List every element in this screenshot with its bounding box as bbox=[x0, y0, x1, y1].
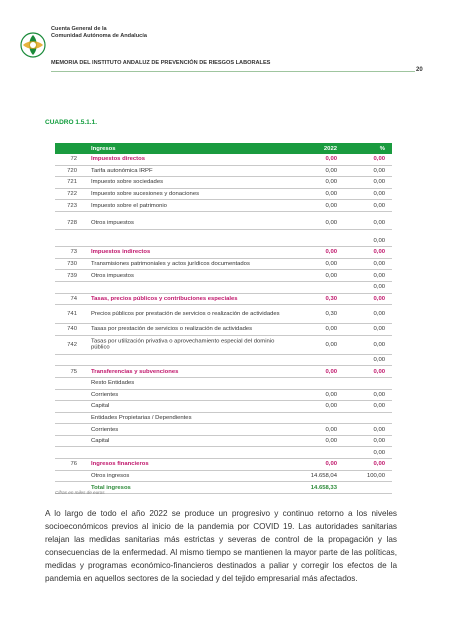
row-percent: 0,00 bbox=[373, 356, 385, 363]
row-code: 76 bbox=[70, 461, 77, 468]
table-row bbox=[55, 471, 392, 483]
row-percent: 0,00 bbox=[373, 156, 385, 163]
table-row bbox=[55, 390, 392, 402]
row-code: 722 bbox=[67, 190, 77, 197]
row-description: Precios públicos por prestación de servicios o realización de actividades bbox=[91, 310, 280, 317]
row-percent: 0,00 bbox=[373, 341, 385, 348]
row-percent: 0,00 bbox=[373, 310, 385, 317]
row-value-2022: 0,00 bbox=[325, 190, 337, 197]
row-description: Transmisiones patrimoniales y actos jurídicos documentados bbox=[91, 260, 250, 267]
table-row bbox=[55, 447, 392, 459]
row-percent: 0,00 bbox=[373, 391, 385, 398]
row-percent: 0,00 bbox=[373, 426, 385, 433]
table-row bbox=[55, 200, 392, 212]
row-description: Tasas por utilización privativa o aprovechamiento especial del dominio público bbox=[91, 338, 275, 351]
row-percent: 0,00 bbox=[373, 461, 385, 468]
organization-name bbox=[51, 26, 251, 40]
row-code: 742 bbox=[67, 341, 77, 348]
row-code: 739 bbox=[67, 272, 77, 279]
row-description: Resto Entidades bbox=[91, 380, 135, 386]
row-value-2022: 0,00 bbox=[325, 272, 337, 279]
row-code: 720 bbox=[67, 167, 77, 174]
row-description: Entidades Propietarias / Dependientes bbox=[91, 414, 192, 421]
row-description: Impuestos indirectos bbox=[91, 249, 151, 256]
table-row bbox=[55, 270, 392, 282]
row-description: Impuesto sobre el patrimonio bbox=[91, 202, 167, 209]
org-line-1: Cuenta General de la bbox=[51, 26, 107, 32]
table-row bbox=[55, 355, 392, 367]
row-description: Impuesto sobre sociedades bbox=[91, 179, 164, 186]
row-percent: 0,00 bbox=[373, 249, 385, 256]
page-header bbox=[20, 26, 423, 73]
table-note: Cifras en miles de euros bbox=[55, 490, 105, 495]
header-percent: % bbox=[379, 145, 385, 152]
table-row bbox=[55, 336, 392, 355]
row-code: 73 bbox=[70, 249, 77, 256]
table-row bbox=[55, 294, 392, 306]
row-description: Otros impuestos bbox=[91, 272, 134, 279]
row-value-2022: 0,00 bbox=[325, 461, 337, 468]
row-percent: 0,00 bbox=[373, 368, 385, 375]
row-code: 721 bbox=[67, 179, 77, 186]
row-percent: 0,00 bbox=[373, 437, 385, 444]
body-paragraph: A lo largo de todo el año 2022 se produce un progresivo y continuo retorno a los niveles socioeconómicos previos al inicio de la pandemia por COVID 19. Las autoridades sanitarias relajan las medidas sanitarias más estrictas y severas de control de la propagación y las consecuencias de la enfermedad. Al mismo tiempo se mantienen la mayor parte de las políticas, medidas y programas económico-financieros destinados a paliar y corregir los efectos de la pandemia en aquellos sectores de la sociedad y del tejido empresarial más afectados. bbox=[45, 509, 397, 584]
row-description: Corrientes bbox=[91, 426, 119, 433]
row-code: 740 bbox=[67, 326, 77, 333]
row-value-2022: 0,00 bbox=[325, 167, 337, 174]
income-table bbox=[55, 143, 392, 494]
row-percent: 0,00 bbox=[373, 179, 385, 186]
row-description: Capital bbox=[91, 437, 110, 444]
row-code: 741 bbox=[67, 310, 77, 317]
row-description: Otros ingresos bbox=[91, 472, 130, 479]
row-percent: 0,00 bbox=[373, 272, 385, 279]
row-percent: 0,00 bbox=[373, 167, 385, 174]
table-row bbox=[55, 247, 392, 259]
table-row bbox=[55, 459, 392, 471]
row-value-2022: 0,00 bbox=[325, 368, 337, 375]
table-row bbox=[55, 218, 392, 230]
org-line-2: Comunidad Autónoma de Andalucía bbox=[51, 33, 147, 39]
row-value-2022: 14.658,33 bbox=[310, 484, 337, 491]
row-value-2022: 0,00 bbox=[325, 220, 337, 227]
row-percent: 0,00 bbox=[373, 260, 385, 267]
junta-andalucia-logo-icon bbox=[20, 32, 46, 58]
table-row bbox=[55, 177, 392, 189]
page-number: 20 bbox=[416, 67, 423, 73]
row-percent: 0,00 bbox=[373, 190, 385, 197]
row-description: Total ingresos bbox=[91, 484, 131, 491]
row-code: 723 bbox=[67, 202, 77, 209]
table-header-row bbox=[55, 143, 392, 154]
header-divider bbox=[51, 71, 415, 72]
row-description: Tasas por prestación de servicios o realización de actividades bbox=[91, 326, 253, 333]
row-value-2022: 0,00 bbox=[325, 249, 337, 256]
row-percent: 0,00 bbox=[373, 449, 385, 456]
row-value-2022: 0,00 bbox=[325, 391, 337, 398]
table-row bbox=[55, 305, 392, 324]
row-value-2022: 0,00 bbox=[325, 426, 337, 433]
row-value-2022: 0,00 bbox=[325, 437, 337, 444]
row-description: Impuesto sobre sucesiones y donaciones bbox=[91, 190, 200, 197]
table-row bbox=[55, 378, 392, 390]
row-description: Corrientes bbox=[91, 391, 119, 398]
row-description: Tarifa autonómica IRPF bbox=[91, 167, 153, 174]
row-value-2022: 0,00 bbox=[325, 326, 337, 333]
row-description: Impuestos directos bbox=[91, 156, 146, 163]
row-percent: 0,00 bbox=[373, 284, 385, 291]
table-row bbox=[55, 236, 392, 248]
row-description: Capital bbox=[91, 403, 110, 410]
row-description: Tasas, precios públicos y contribuciones especiales bbox=[91, 295, 238, 302]
table-row bbox=[55, 366, 392, 378]
row-percent: 100,00 bbox=[366, 472, 385, 479]
table-row bbox=[55, 413, 392, 425]
row-percent: 0,00 bbox=[373, 202, 385, 209]
table-row bbox=[55, 282, 392, 294]
table-row bbox=[55, 189, 392, 201]
table-row bbox=[55, 436, 392, 448]
header-2022: 2022 bbox=[323, 145, 337, 152]
row-value-2022: 0,30 bbox=[325, 310, 337, 317]
row-percent: 0,00 bbox=[373, 237, 385, 244]
row-code: 72 bbox=[70, 156, 77, 163]
row-code: 74 bbox=[70, 295, 77, 302]
table-caption: CUADRO 1.5.1.1. bbox=[45, 119, 98, 126]
row-value-2022: 0,00 bbox=[325, 403, 337, 410]
report-title: MEMORIA DEL INSTITUTO ANDALUZ DE PREVENCIÓN DE RIESGOS LABORALES bbox=[51, 60, 271, 66]
row-value-2022: 0,00 bbox=[325, 156, 337, 163]
row-value-2022: 0,00 bbox=[325, 260, 337, 267]
row-code: 728 bbox=[67, 220, 77, 227]
row-percent: 0,00 bbox=[373, 326, 385, 333]
table-row bbox=[55, 424, 392, 436]
row-percent: 0,00 bbox=[373, 220, 385, 227]
table-row bbox=[55, 259, 392, 271]
table-row bbox=[55, 154, 392, 166]
row-percent: 0,00 bbox=[373, 295, 385, 302]
row-value-2022: 0,00 bbox=[325, 179, 337, 186]
row-value-2022: 0,30 bbox=[325, 295, 337, 302]
table-row bbox=[55, 324, 392, 336]
row-value-2022: 14.658,04 bbox=[310, 472, 337, 479]
row-value-2022: 0,00 bbox=[325, 202, 337, 209]
row-code: 730 bbox=[67, 260, 77, 267]
table-row bbox=[55, 166, 392, 178]
header-ingresos: Ingresos bbox=[91, 145, 116, 152]
row-description: Otros impuestos bbox=[91, 220, 134, 227]
row-percent: 0,00 bbox=[373, 403, 385, 410]
row-value-2022: 0,00 bbox=[325, 341, 337, 348]
row-description: Transferencias y subvenciones bbox=[91, 368, 179, 375]
table-row bbox=[55, 482, 392, 494]
row-code: 75 bbox=[70, 368, 77, 375]
table-row bbox=[55, 401, 392, 413]
row-description: Ingresos financieros bbox=[91, 461, 149, 468]
